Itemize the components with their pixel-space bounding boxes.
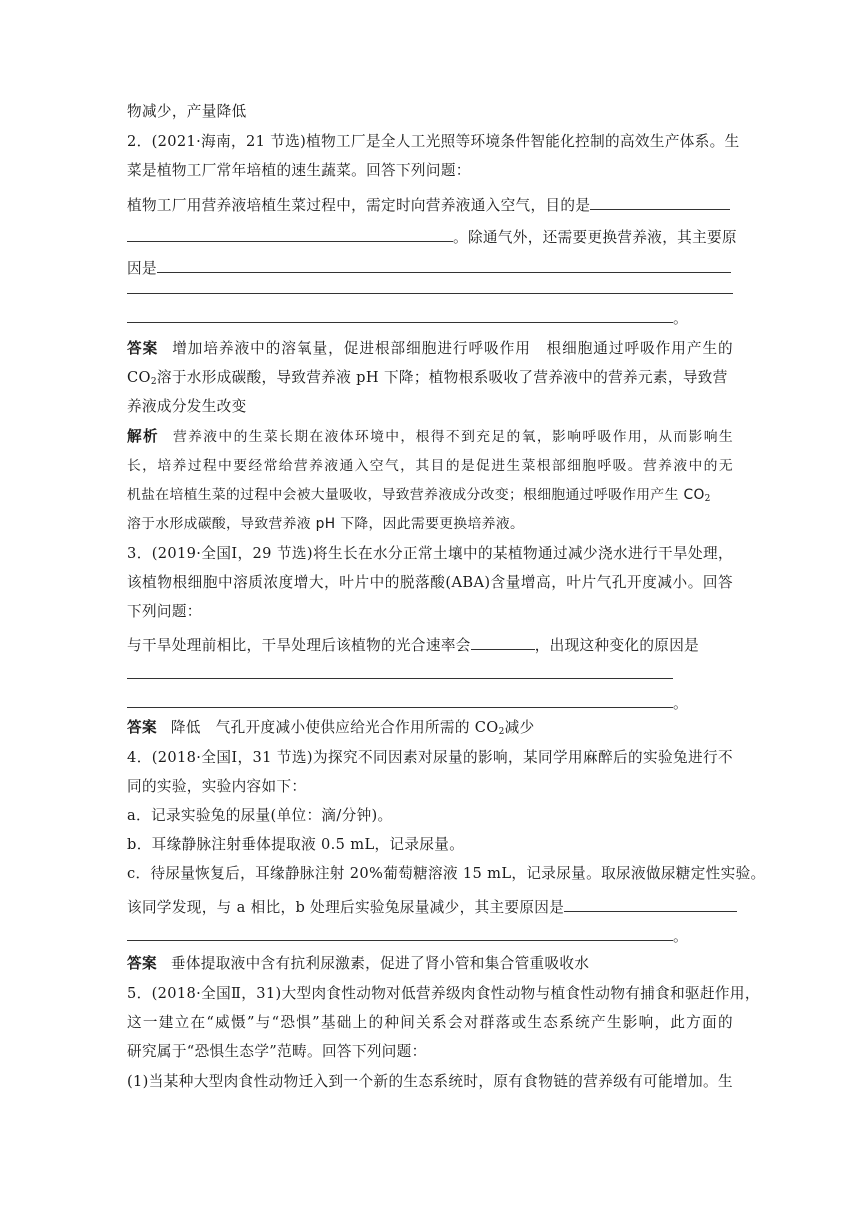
question-4-item-a: a．记录实验兔的尿量(单位：滴/分钟)。: [127, 807, 393, 824]
question-3-line-4: [127, 634, 733, 656]
question-3-prompt: ，出现这种变化的原因是: [534, 637, 700, 654]
question-5-line-2: 这一建立在“威慑”与“恐惧”基础上的种间关系会对群落或生态系统产生影响，此方面的: [127, 1014, 733, 1031]
subscript: 2: [704, 494, 711, 504]
answer-3-line: [127, 718, 733, 738]
answer-blank[interactable]: [127, 925, 673, 941]
question-3-prompt: 与干旱处理前相比，干旱处理后该植物的光合速率会: [127, 637, 471, 654]
answer-label: 答案: [127, 340, 159, 357]
analysis-text: 机盐在培植生菜的过程中会被大量吸收，导致营养液成分改变；根细胞通过呼吸作用产生 CO: [127, 487, 705, 503]
question-3-line-3: 下列问题：: [127, 603, 202, 620]
question-3-line-1: 3．(2019·全国Ⅰ，29 节选)将生长在水分正常土壤中的某植物通过减少浇水进行干旱处理，: [127, 545, 733, 562]
answer-blank[interactable]: [127, 226, 453, 242]
question-5-line-3: 研究属于“恐惧生态学”范畴。回答下列问题：: [127, 1043, 427, 1060]
period: 。: [673, 695, 688, 712]
question-4-line-7: [127, 925, 733, 947]
analysis-2-line-1: [127, 427, 733, 447]
question-3-line-2: 该植物根细胞中溶质浓度增大，叶片中的脱落酸(ABA)含量增高，叶片气孔开度减小。回答: [127, 574, 733, 591]
question-2-prompt: 植物工厂用营养液培植生菜过程中，需定时向营养液通入空气，目的是: [127, 197, 591, 214]
answer-blank[interactable]: [127, 678, 673, 679]
answer-2-line-2: [127, 368, 733, 388]
answer-blank[interactable]: [127, 692, 673, 708]
subscript: 2: [498, 727, 505, 737]
question-2-line-1: 2．(2021·海南，21 节选)植物工厂是全人工光照等环境条件智能化控制的高效生产体系。生: [127, 133, 740, 150]
answer-4-line: [127, 954, 733, 974]
question-4-prompt: 该同学发现，与 a 相比，b 处理后实验兔尿量减少，其主要原因是: [127, 899, 565, 916]
answer-text: 溶于水形成碳酸，导致营养液 pH 下降；植物根系吸收了营养液中的营养元素，导致营: [156, 369, 728, 386]
question-2-continuation: 。除通气外，还需要更换营养液，其主要原: [453, 229, 737, 246]
question-3-line-6: [127, 692, 733, 714]
subscript: 2: [150, 377, 157, 387]
answer-text: CO: [127, 369, 151, 386]
question-4-line-2: 同的实验，实验内容如下：: [127, 778, 307, 795]
question-4-line-6: [127, 896, 733, 918]
analysis-text: 营养液中的生菜长期在液体环境中，根得不到充足的氧，影响呼吸作用，从而影响生: [172, 429, 734, 445]
answer-text: 降低 气孔开度减小使供应给光合作用所需的 CO: [170, 719, 499, 736]
question-5-line-4: (1)当某种大型肉食性动物迁入到一个新的生态系统时，原有食物链的营养级有可能增加。生: [127, 1073, 733, 1090]
period: 。: [673, 928, 688, 945]
analysis-label: 解析: [127, 428, 159, 445]
question-2-line-3: [127, 194, 733, 216]
analysis-2-line-2: 长，培养过程中要经常给营养液通入空气，其目的是促进生菜根部细胞呼吸。营养液中的无: [127, 458, 733, 474]
answer-text: 增加培养液中的溶氧量，促进根部细胞进行呼吸作用 根细胞通过呼吸作用产生的: [172, 340, 734, 357]
answer-blank[interactable]: [590, 194, 730, 210]
text-line: 物减少，产量降低: [127, 103, 247, 120]
answer-text: 减少: [504, 719, 535, 736]
question-5-line-1: 5．(2018·全国Ⅱ，31)大型肉食性动物对低营养级肉食性动物与植食性动物有捕食和驱赶作用，: [127, 985, 760, 1002]
question-2-line-5: [127, 257, 733, 279]
question-2-continuation: 因是: [127, 260, 157, 277]
question-4-line-1: 4．(2018·全国Ⅰ，31 节选)为探究不同因素对尿量的影响，某同学用麻醉后的实验兔进行不: [127, 749, 733, 766]
answer-blank[interactable]: [127, 307, 673, 323]
answer-text: 垂体提取液中含有抗利尿激素，促进了肾小管和集合管重吸收水: [170, 955, 590, 972]
answer-2-line-1: [127, 339, 733, 359]
answer-blank[interactable]: [471, 634, 535, 650]
analysis-2-line-3: [127, 485, 733, 505]
question-2-line-2: 菜是植物工厂常年培植的速生蔬菜。回答下列问题：: [127, 162, 471, 179]
answer-label: 答案: [127, 955, 157, 972]
answer-blank[interactable]: [564, 896, 737, 912]
question-2-line-4: [127, 226, 737, 248]
answer-blank[interactable]: [157, 257, 731, 273]
analysis-2-line-4: 溶于水形成碳酸，导致营养液 pH 下降，因此需要更换培养液。: [127, 516, 525, 532]
period: 。: [673, 310, 688, 327]
question-2-line-7: [127, 307, 733, 329]
question-4-item-b: b．耳缘静脉注射垂体提取液 0.5 mL，记录尿量。: [127, 836, 465, 853]
question-4-item-c: c．待尿量恢复后，耳缘静脉注射 20%葡萄糖溶液 15 mL，记录尿量。取尿液做尿糖定性实验。: [127, 865, 766, 882]
answer-label: 答案: [127, 719, 157, 736]
answer-2-line-3: 养液成分发生改变: [127, 398, 247, 415]
answer-blank[interactable]: [127, 293, 733, 294]
